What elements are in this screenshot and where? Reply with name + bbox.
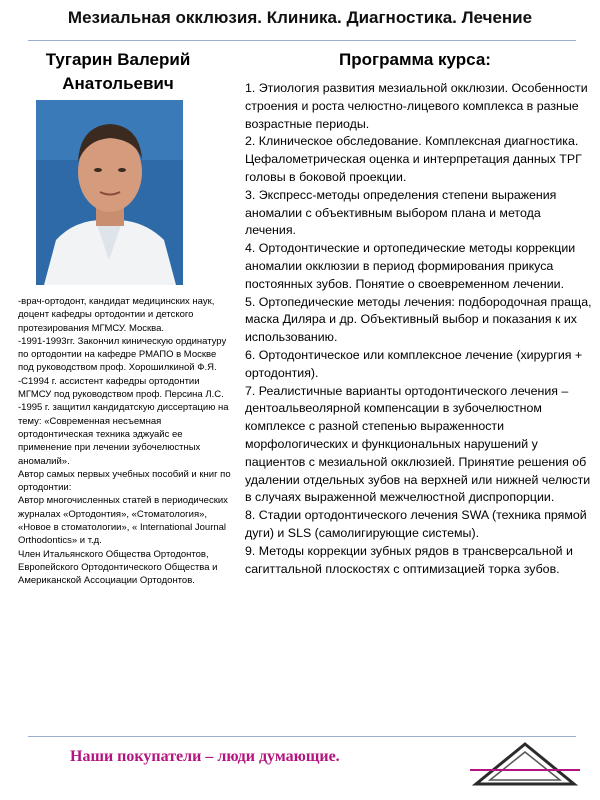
bottom-divider <box>28 736 576 737</box>
program-item: 8. Стадии ортодонтического лечения SWA (техника прямой дуги) и SLS (самолигирующие системы). <box>245 508 587 540</box>
author-name-line2: Анатольевич <box>62 74 174 93</box>
bio-line: Автор самых первых учебных пособий и книг по ортодонтии: <box>18 468 231 494</box>
program-item: 9. Методы коррекции зубных рядов в трансверсальной и сагиттальной плоскостях с оптимизацией торка зубов. <box>245 543 573 576</box>
author-name-line1: Тугарин Валерий <box>45 50 191 69</box>
triangle-logo-icon <box>468 740 583 790</box>
author-bio <box>18 295 233 588</box>
bio-line: -С1994 г. ассистент кафедры ортодонтии МГМСУ под руководством проф. Персина Л.С. <box>18 375 224 401</box>
program-list <box>245 80 593 578</box>
program-item: 6. Ортодонтическое или комплексное лечение (хирургия + ортодонтия). <box>245 347 583 380</box>
author-photo <box>36 100 183 285</box>
author-name <box>18 48 218 96</box>
bio-line: Член Итальянского Общества Ортодонтов, Европейского Ортодонтического Общества и Американской Ассоциации Ортодонтов. <box>18 548 218 587</box>
author-portrait-illustration <box>36 100 183 285</box>
page-title: Мезиальная окклюзия. Клиника. Диагностика. Лечение <box>67 8 533 27</box>
program-title: Программа курса: <box>339 50 491 69</box>
program-item: 5. Ортопедические методы лечения: подбородочная праща, маска Диляра и др. Объективный выбор и показания к их использованию. <box>245 294 592 345</box>
bio-line: -врач-ортодонт, кандидат медицинских наук, доцент кафедры ортодонтии и детского протезирования МГМСУ. Москва. <box>18 296 215 334</box>
bio-line: -1995 г. защитил кандидатскую диссертацию на тему: «Современная несъемная ортодонтическая техника эджуайс ее применение при лечении зубочелюстных аномалий». <box>18 402 229 467</box>
bio-line: -1991-1993гг. Закончил киническую ординатуру по ортодонтии на кафедре РМАПО в Москве под руководством проф. Хорошилкиной Ф.Я. <box>18 335 227 374</box>
footer-slogan: Наши покупатели – люди думающие. <box>70 748 340 765</box>
top-divider <box>28 40 576 41</box>
program-item: 4. Ортодонтические и ортопедические методы коррекции аномалии окклюзии в период формирования прикуса постоянных зубов. Понятие о своевременном лечении. <box>245 241 576 291</box>
program-item: 3. Экспресс-методы определения степени выражения аномалии с объективным выбором плана и метода лечения. <box>245 187 557 238</box>
program-item: 2. Клиническое обследование. Комплексная диагностика. Цефалометрическая оценка и интерпретация данных ТРГ головы в боковой проекции. <box>245 134 582 184</box>
bio-line: Автор многочисленных статей в периодических журналах «Ортодонтия», «Стоматология», «Новое в стоматологии», « International Journal Orthodontics» и т.д. <box>18 495 228 547</box>
program-item: 7. Реалистичные варианты ортодонтического лечения – дентоальвеолярной компенсации в зубочелюстном комплексе с разной степенью выраженности морфологических и функциональных нарушений у пациентов с мезиальной окклюзией. Принятие решения об удалении отдельных зубов на верхней или нижней челюсти в случаях выраженной межчелюстной диспропорции. <box>245 383 591 505</box>
program-item: 1. Этиология развития мезиальной окклюзии. Особенности строения и роста челюстно-лицевого комплекса в разные возрастные периоды. <box>245 81 588 131</box>
